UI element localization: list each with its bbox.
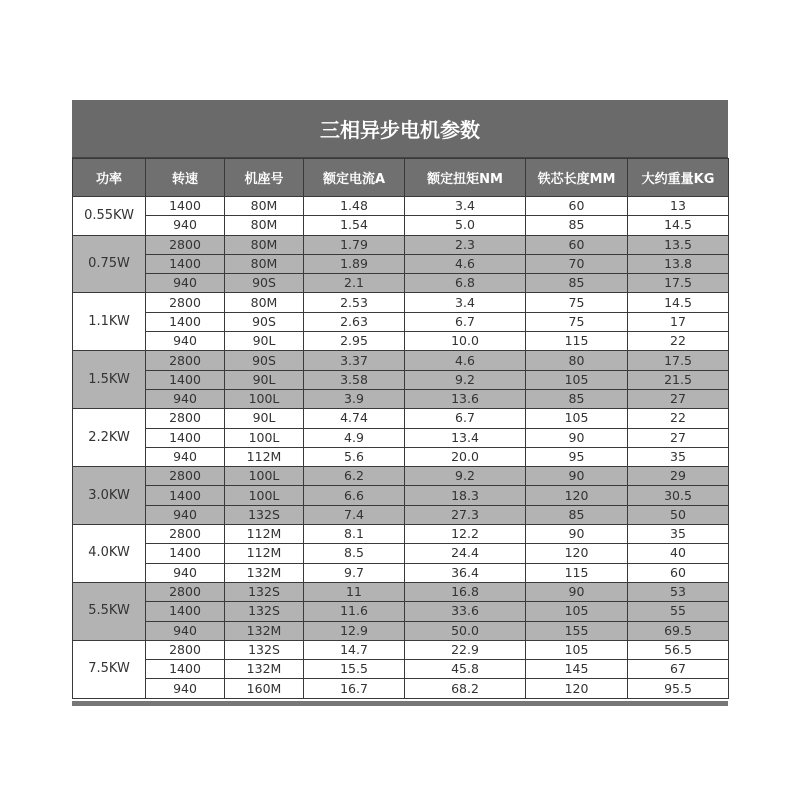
- cell-rated-torque: 20.0: [405, 447, 526, 466]
- cell-rated-torque: 13.4: [405, 428, 526, 447]
- table-row: [73, 640, 729, 659]
- cell-rated-current: 2.63: [304, 312, 405, 331]
- cell-rated-torque: 36.4: [405, 563, 526, 582]
- cell-weight: 67: [628, 660, 729, 679]
- cell-core-length: 60: [526, 197, 628, 216]
- table-row: [73, 486, 729, 505]
- cell-frame: 160M: [225, 679, 304, 698]
- cell-core-length: 115: [526, 563, 628, 582]
- cell-frame: 90L: [225, 332, 304, 351]
- cell-speed: 940: [146, 679, 225, 698]
- cell-rated-torque: 4.6: [405, 351, 526, 370]
- cell-frame: 132S: [225, 582, 304, 601]
- cell-frame: 80M: [225, 293, 304, 312]
- cell-weight: 17.5: [628, 274, 729, 293]
- cell-core-length: 120: [526, 486, 628, 505]
- cell-rated-current: 11: [304, 582, 405, 601]
- cell-rated-torque: 68.2: [405, 679, 526, 698]
- cell-speed: 1400: [146, 254, 225, 273]
- cell-frame: 132S: [225, 602, 304, 621]
- cell-rated-current: 12.9: [304, 621, 405, 640]
- cell-frame: 132M: [225, 660, 304, 679]
- header-weight: 大约重量KG: [628, 159, 729, 197]
- cell-core-length: 85: [526, 505, 628, 524]
- table-row: [73, 679, 729, 698]
- cell-rated-current: 1.89: [304, 254, 405, 273]
- cell-speed: 940: [146, 216, 225, 235]
- table-row: [73, 389, 729, 408]
- cell-frame: 90L: [225, 370, 304, 389]
- cell-rated-torque: 22.9: [405, 640, 526, 659]
- cell-rated-torque: 50.0: [405, 621, 526, 640]
- cell-frame: 100L: [225, 467, 304, 486]
- cell-weight: 53: [628, 582, 729, 601]
- cell-core-length: 145: [526, 660, 628, 679]
- motor-parameters-table-container: [72, 100, 728, 699]
- cell-weight: 60: [628, 563, 729, 582]
- cell-speed: 940: [146, 563, 225, 582]
- cell-rated-current: 8.1: [304, 525, 405, 544]
- cell-core-length: 105: [526, 640, 628, 659]
- cell-rated-current: 14.7: [304, 640, 405, 659]
- cell-power: 7.5KW: [73, 640, 146, 698]
- cell-rated-current: 7.4: [304, 505, 405, 524]
- cell-rated-torque: 33.6: [405, 602, 526, 621]
- table-row: [73, 467, 729, 486]
- header-core-length: 铁芯长度MM: [526, 159, 628, 197]
- cell-core-length: 155: [526, 621, 628, 640]
- cell-rated-torque: 9.2: [405, 467, 526, 486]
- cell-power: 3.0KW: [73, 467, 146, 525]
- cell-rated-current: 3.9: [304, 389, 405, 408]
- cell-core-length: 85: [526, 216, 628, 235]
- cell-rated-current: 1.48: [304, 197, 405, 216]
- cell-frame: 132S: [225, 640, 304, 659]
- cell-rated-torque: 27.3: [405, 505, 526, 524]
- header-power: 功率: [73, 159, 146, 197]
- cell-speed: 1400: [146, 486, 225, 505]
- cell-speed: 1400: [146, 370, 225, 389]
- cell-speed: 1400: [146, 602, 225, 621]
- header-speed: 转速: [146, 159, 225, 197]
- cell-rated-current: 15.5: [304, 660, 405, 679]
- cell-rated-current: 16.7: [304, 679, 405, 698]
- cell-weight: 95.5: [628, 679, 729, 698]
- cell-frame: 80M: [225, 235, 304, 254]
- cell-power: 1.1KW: [73, 293, 146, 351]
- table-row: [73, 525, 729, 544]
- cell-frame: 80M: [225, 216, 304, 235]
- cell-rated-torque: 10.0: [405, 332, 526, 351]
- table-row: [73, 447, 729, 466]
- cell-rated-torque: 6.7: [405, 312, 526, 331]
- cell-rated-current: 6.2: [304, 467, 405, 486]
- cell-core-length: 75: [526, 293, 628, 312]
- cell-core-length: 80: [526, 351, 628, 370]
- cell-rated-torque: 5.0: [405, 216, 526, 235]
- table-row: [73, 602, 729, 621]
- cell-frame: 112M: [225, 544, 304, 563]
- cell-speed: 1400: [146, 544, 225, 563]
- table-row: [73, 428, 729, 447]
- cell-weight: 50: [628, 505, 729, 524]
- cell-frame: 132M: [225, 563, 304, 582]
- cell-speed: 940: [146, 274, 225, 293]
- cell-speed: 2800: [146, 640, 225, 659]
- cell-rated-torque: 9.2: [405, 370, 526, 389]
- cell-core-length: 95: [526, 447, 628, 466]
- table-row: [73, 563, 729, 582]
- table-row: [73, 621, 729, 640]
- table-row: [73, 274, 729, 293]
- cell-weight: 14.5: [628, 293, 729, 312]
- cell-rated-current: 3.58: [304, 370, 405, 389]
- cell-weight: 27: [628, 389, 729, 408]
- header-frame: 机座号: [225, 159, 304, 197]
- cell-weight: 35: [628, 447, 729, 466]
- cell-frame: 112M: [225, 447, 304, 466]
- cell-power: 1.5KW: [73, 351, 146, 409]
- motor-parameters-table: [72, 158, 729, 699]
- cell-speed: 2800: [146, 409, 225, 428]
- cell-frame: 100L: [225, 486, 304, 505]
- cell-speed: 2800: [146, 467, 225, 486]
- table-row: [73, 370, 729, 389]
- cell-core-length: 120: [526, 544, 628, 563]
- cell-rated-torque: 3.4: [405, 293, 526, 312]
- cell-speed: 1400: [146, 197, 225, 216]
- cell-weight: 13.8: [628, 254, 729, 273]
- cell-frame: 100L: [225, 428, 304, 447]
- cell-weight: 17: [628, 312, 729, 331]
- table-row: [73, 351, 729, 370]
- cell-rated-current: 11.6: [304, 602, 405, 621]
- header-rated-current: 额定电流A: [304, 159, 405, 197]
- header-row: [73, 159, 729, 197]
- cell-core-length: 70: [526, 254, 628, 273]
- cell-weight: 13.5: [628, 235, 729, 254]
- table-row: [73, 312, 729, 331]
- cell-core-length: 75: [526, 312, 628, 331]
- cell-rated-torque: 18.3: [405, 486, 526, 505]
- cell-weight: 56.5: [628, 640, 729, 659]
- cell-rated-torque: 45.8: [405, 660, 526, 679]
- table-row: [73, 660, 729, 679]
- cell-weight: 22: [628, 409, 729, 428]
- cell-power: 5.5KW: [73, 582, 146, 640]
- cell-rated-torque: 16.8: [405, 582, 526, 601]
- table-row: [73, 254, 729, 273]
- cell-speed: 940: [146, 621, 225, 640]
- cell-weight: 69.5: [628, 621, 729, 640]
- cell-core-length: 85: [526, 389, 628, 408]
- table-row: [73, 197, 729, 216]
- cell-rated-current: 2.53: [304, 293, 405, 312]
- cell-speed: 940: [146, 447, 225, 466]
- cell-core-length: 85: [526, 274, 628, 293]
- cell-power: 0.75W: [73, 235, 146, 293]
- cell-speed: 2800: [146, 235, 225, 254]
- cell-frame: 90L: [225, 409, 304, 428]
- cell-core-length: 115: [526, 332, 628, 351]
- cell-weight: 21.5: [628, 370, 729, 389]
- cell-weight: 29: [628, 467, 729, 486]
- cell-rated-torque: 4.6: [405, 254, 526, 273]
- table-row: [73, 293, 729, 312]
- cell-weight: 27: [628, 428, 729, 447]
- cell-weight: 22: [628, 332, 729, 351]
- cell-speed: 940: [146, 389, 225, 408]
- cell-core-length: 90: [526, 467, 628, 486]
- cell-power: 4.0KW: [73, 525, 146, 583]
- cell-rated-current: 4.74: [304, 409, 405, 428]
- cell-core-length: 120: [526, 679, 628, 698]
- cell-core-length: 105: [526, 370, 628, 389]
- cell-rated-current: 3.37: [304, 351, 405, 370]
- cell-weight: 17.5: [628, 351, 729, 370]
- cell-frame: 112M: [225, 525, 304, 544]
- cell-rated-torque: 24.4: [405, 544, 526, 563]
- table-row: [73, 409, 729, 428]
- cell-core-length: 60: [526, 235, 628, 254]
- cell-rated-current: 1.79: [304, 235, 405, 254]
- cell-rated-current: 9.7: [304, 563, 405, 582]
- cell-speed: 1400: [146, 660, 225, 679]
- table-row: [73, 235, 729, 254]
- cell-core-length: 105: [526, 602, 628, 621]
- cell-rated-torque: 3.4: [405, 197, 526, 216]
- cell-weight: 35: [628, 525, 729, 544]
- cell-rated-current: 8.5: [304, 544, 405, 563]
- cell-weight: 14.5: [628, 216, 729, 235]
- table-row: [73, 505, 729, 524]
- cell-power: 2.2KW: [73, 409, 146, 467]
- table-row: [73, 582, 729, 601]
- table-row: [73, 544, 729, 563]
- cell-speed: 1400: [146, 428, 225, 447]
- cell-weight: 13: [628, 197, 729, 216]
- cell-core-length: 90: [526, 582, 628, 601]
- cell-weight: 30.5: [628, 486, 729, 505]
- cell-rated-torque: 2.3: [405, 235, 526, 254]
- cell-rated-torque: 13.6: [405, 389, 526, 408]
- cell-rated-current: 4.9: [304, 428, 405, 447]
- cell-rated-current: 5.6: [304, 447, 405, 466]
- cell-frame: 90S: [225, 274, 304, 293]
- cell-speed: 940: [146, 332, 225, 351]
- cell-weight: 40: [628, 544, 729, 563]
- cell-rated-current: 2.1: [304, 274, 405, 293]
- cell-power: 0.55KW: [73, 197, 146, 236]
- table-row: [73, 332, 729, 351]
- cell-frame: 80M: [225, 254, 304, 273]
- header-rated-torque: 额定扭矩NM: [405, 159, 526, 197]
- cell-frame: 132M: [225, 621, 304, 640]
- cell-speed: 1400: [146, 312, 225, 331]
- cell-frame: 90S: [225, 312, 304, 331]
- cell-rated-torque: 12.2: [405, 525, 526, 544]
- cell-core-length: 90: [526, 428, 628, 447]
- cell-core-length: 90: [526, 525, 628, 544]
- cell-frame: 90S: [225, 351, 304, 370]
- cell-speed: 2800: [146, 525, 225, 544]
- table-row: [73, 216, 729, 235]
- cell-frame: 132S: [225, 505, 304, 524]
- cell-rated-current: 6.6: [304, 486, 405, 505]
- cell-rated-current: 1.54: [304, 216, 405, 235]
- cell-rated-torque: 6.8: [405, 274, 526, 293]
- cell-rated-torque: 6.7: [405, 409, 526, 428]
- cell-frame: 80M: [225, 197, 304, 216]
- cell-frame: 100L: [225, 389, 304, 408]
- table-title: 三相异步电机参数: [72, 100, 728, 158]
- cell-speed: 2800: [146, 351, 225, 370]
- cell-speed: 2800: [146, 582, 225, 601]
- cell-weight: 55: [628, 602, 729, 621]
- bottom-divider: [72, 701, 728, 706]
- cell-speed: 2800: [146, 293, 225, 312]
- cell-core-length: 105: [526, 409, 628, 428]
- cell-speed: 940: [146, 505, 225, 524]
- cell-rated-current: 2.95: [304, 332, 405, 351]
